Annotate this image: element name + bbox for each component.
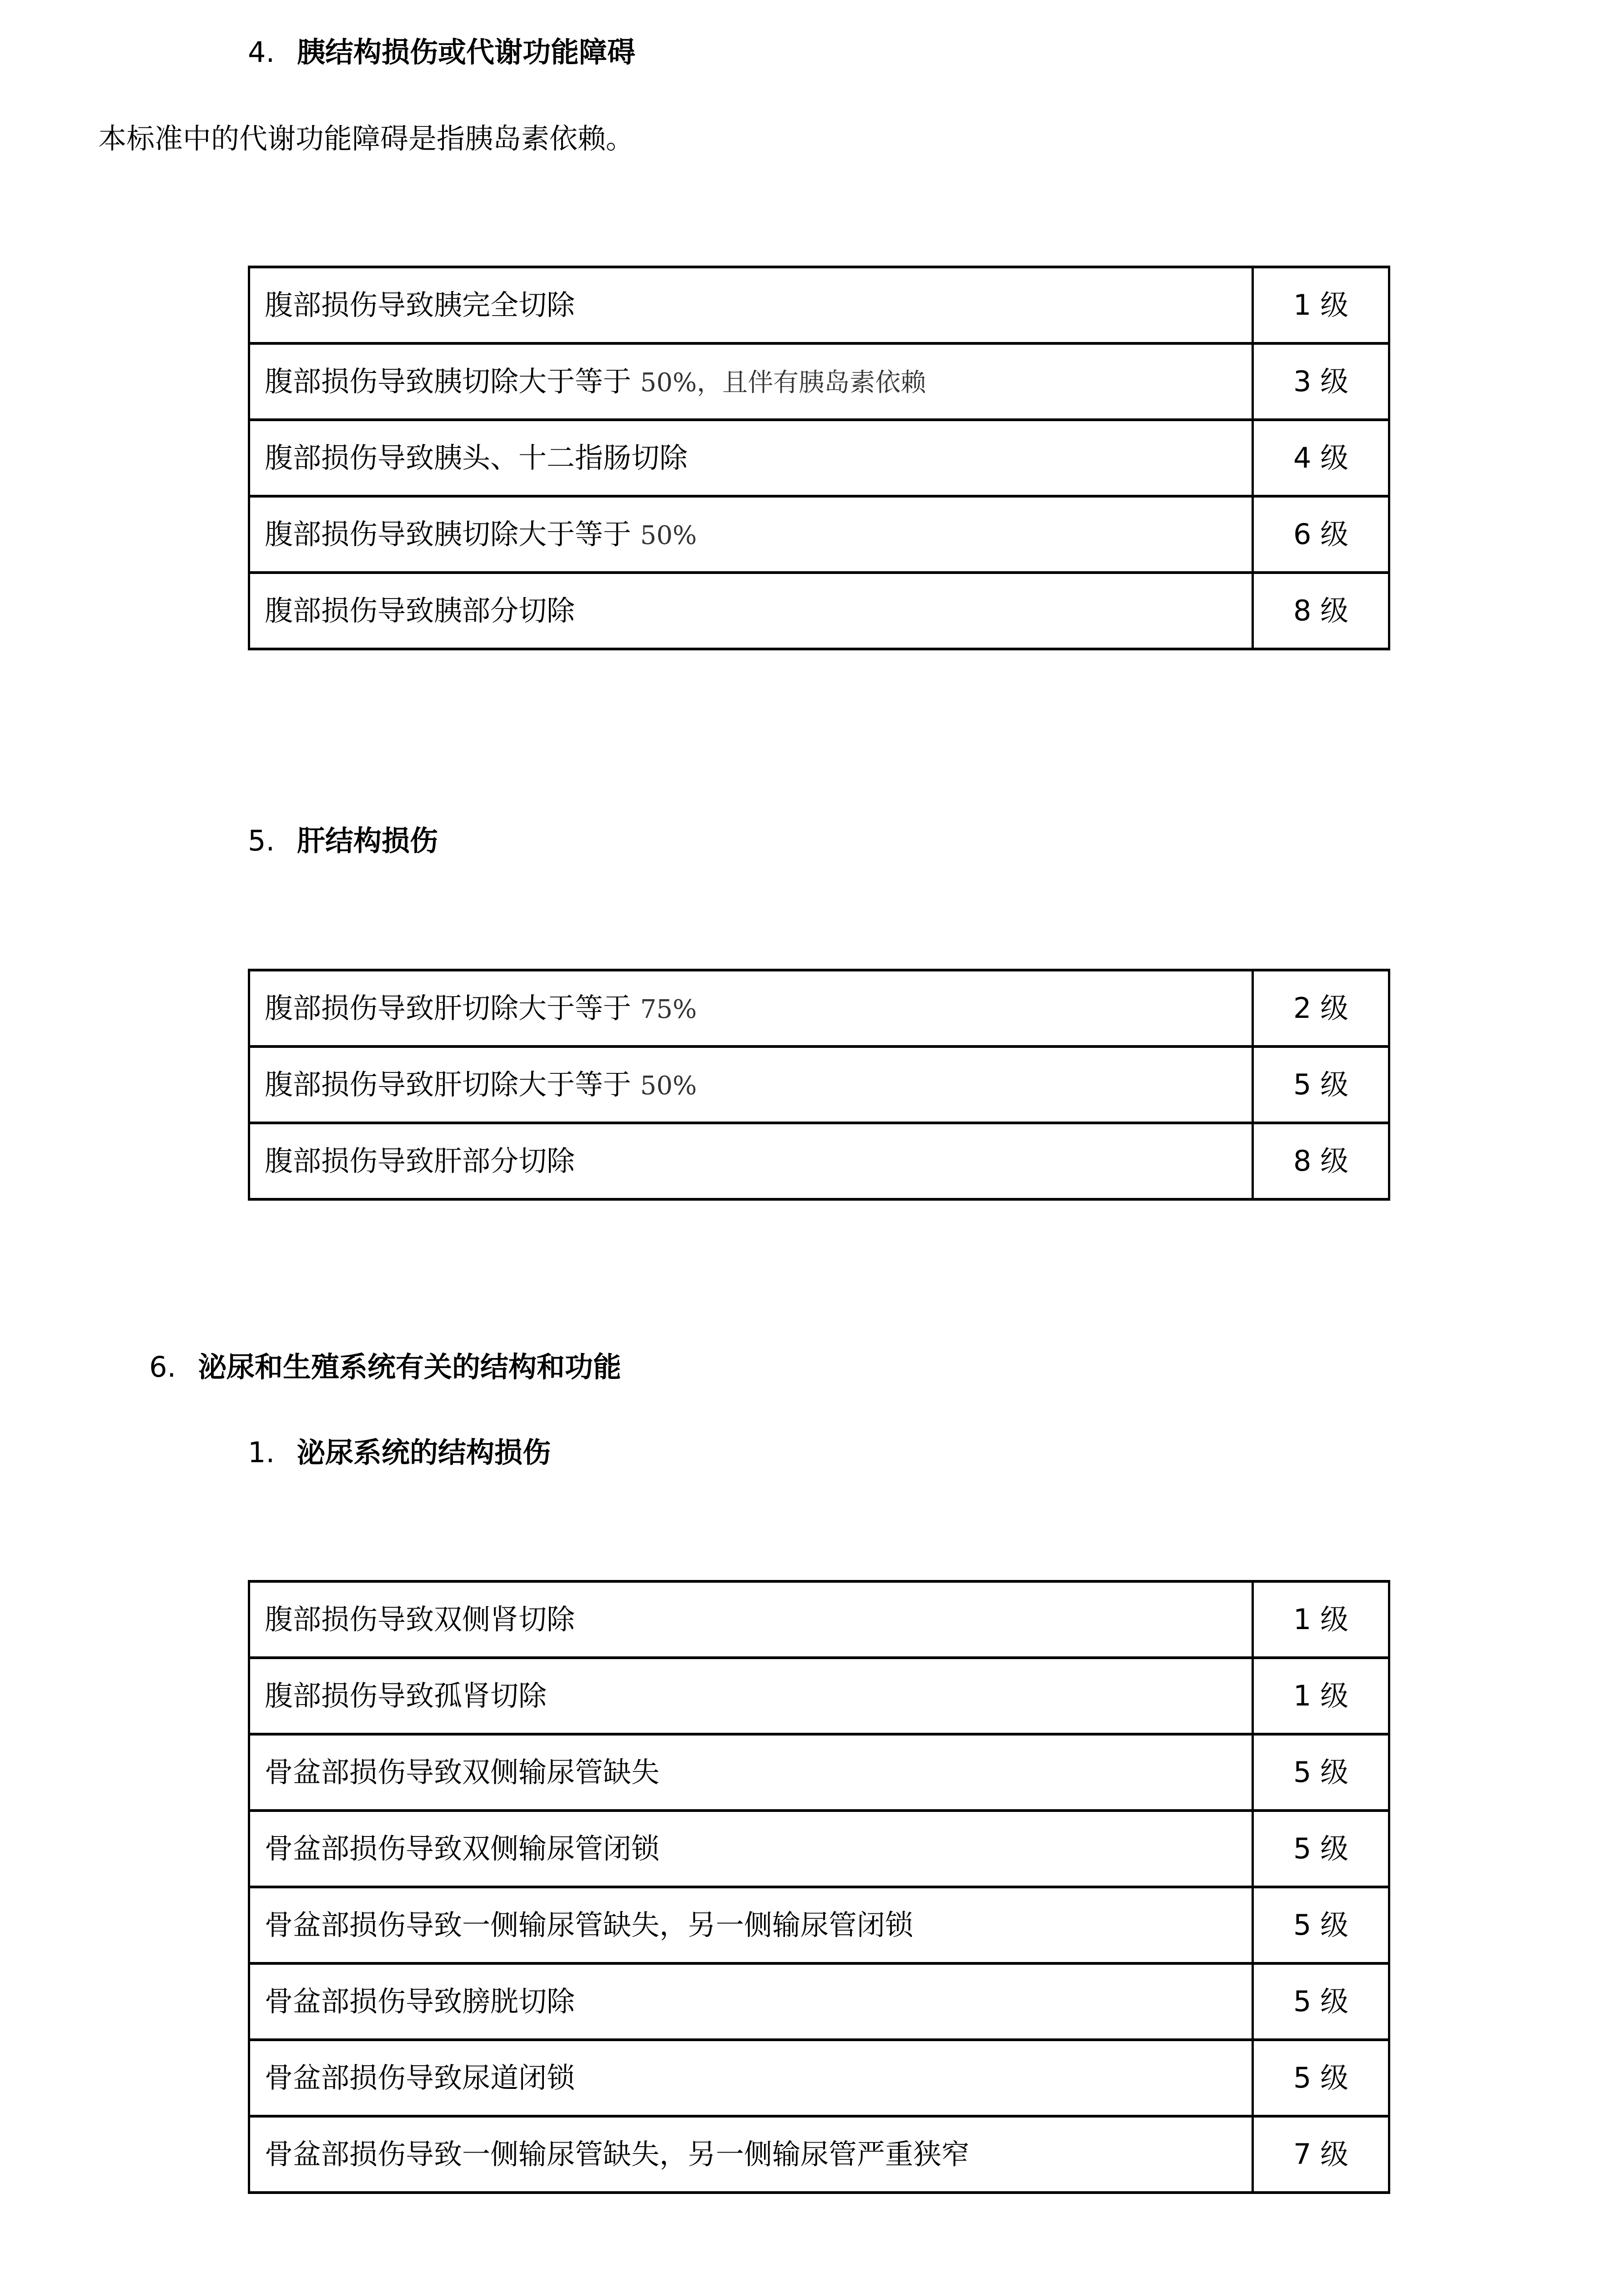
injury-description: 腹部损伤导致肝切除大于等于 50% xyxy=(249,1046,1253,1123)
percentage-text: 75% xyxy=(640,994,697,1024)
injury-description: 腹部损伤导致胰切除大于等于 50% xyxy=(249,496,1253,573)
injury-description: 腹部损伤导致胰部分切除 xyxy=(249,573,1253,649)
table-row xyxy=(249,496,1389,573)
injury-description: 骨盆部损伤导致膀胱切除 xyxy=(249,1963,1253,2040)
disability-grade: 1 级 xyxy=(1253,267,1389,343)
percentage-text: 50%，且伴有胰岛素依赖 xyxy=(640,367,926,397)
disability-grade: 5 级 xyxy=(1253,1963,1389,2040)
urinary-table xyxy=(248,1580,1390,2194)
disability-grade: 1 级 xyxy=(1253,1658,1389,1734)
injury-description: 骨盆部损伤导致双侧输尿管缺失 xyxy=(249,1734,1253,1811)
disability-grade: 2 级 xyxy=(1253,970,1389,1046)
note-paragraph: 本标准中的代谢功能障碍是指胰岛素依赖。 xyxy=(98,122,634,155)
injury-description: 腹部损伤导致肝切除大于等于 75% xyxy=(249,970,1253,1046)
disability-grade: 8 级 xyxy=(1253,573,1389,649)
disability-grade: 8 级 xyxy=(1253,1123,1389,1199)
disability-grade: 3 级 xyxy=(1253,343,1389,420)
table-row xyxy=(249,1581,1389,1658)
injury-description: 腹部损伤导致孤肾切除 xyxy=(249,1658,1253,1734)
disability-grade: 5 级 xyxy=(1253,1734,1389,1811)
subsection-heading-1: 1. 泌尿系统的结构损伤 xyxy=(248,1436,551,1469)
disability-grade: 5 级 xyxy=(1253,1046,1389,1123)
table-row xyxy=(249,1123,1389,1199)
table-row xyxy=(249,1811,1389,1887)
table-row xyxy=(249,1887,1389,1963)
table-row xyxy=(249,2040,1389,2116)
disability-grade: 1 级 xyxy=(1253,1581,1389,1658)
injury-description: 骨盆部损伤导致双侧输尿管闭锁 xyxy=(249,1811,1253,1887)
section-heading-6: 6. 泌尿和生殖系统有关的结构和功能 xyxy=(149,1350,622,1384)
injury-description: 腹部损伤导致胰切除大于等于 50%，且伴有胰岛素依赖 xyxy=(249,343,1253,420)
injury-description: 骨盆部损伤导致一侧输尿管缺失，另一侧输尿管闭锁 xyxy=(249,1887,1253,1963)
table-row xyxy=(249,267,1389,343)
table-row xyxy=(249,1658,1389,1734)
section-heading-4: 4. 胰结构损伤或代谢功能障碍 xyxy=(248,35,636,69)
table-row xyxy=(249,1963,1389,2040)
table-row xyxy=(249,1046,1389,1123)
injury-description: 腹部损伤导致肝部分切除 xyxy=(249,1123,1253,1199)
injury-description: 腹部损伤导致胰头、十二指肠切除 xyxy=(249,420,1253,496)
injury-description: 骨盆部损伤导致一侧输尿管缺失，另一侧输尿管严重狭窄 xyxy=(249,2116,1253,2193)
pancreas-table xyxy=(248,266,1390,650)
disability-grade: 5 级 xyxy=(1253,1811,1389,1887)
injury-description: 腹部损伤导致胰完全切除 xyxy=(249,267,1253,343)
table-row xyxy=(249,573,1389,649)
disability-grade: 6 级 xyxy=(1253,496,1389,573)
injury-description: 腹部损伤导致双侧肾切除 xyxy=(249,1581,1253,1658)
table-row xyxy=(249,343,1389,420)
disability-grade: 5 级 xyxy=(1253,1887,1389,1963)
disability-grade: 7 级 xyxy=(1253,2116,1389,2193)
section-heading-5: 5. 肝结构损伤 xyxy=(248,824,438,857)
liver-table xyxy=(248,969,1390,1201)
disability-grade: 4 级 xyxy=(1253,420,1389,496)
percentage-text: 50% xyxy=(640,520,697,550)
table-row xyxy=(249,1734,1389,1811)
table-row xyxy=(249,970,1389,1046)
disability-grade: 5 级 xyxy=(1253,2040,1389,2116)
table-row xyxy=(249,420,1389,496)
percentage-text: 50% xyxy=(640,1071,697,1101)
table-row xyxy=(249,2116,1389,2193)
injury-description: 骨盆部损伤导致尿道闭锁 xyxy=(249,2040,1253,2116)
